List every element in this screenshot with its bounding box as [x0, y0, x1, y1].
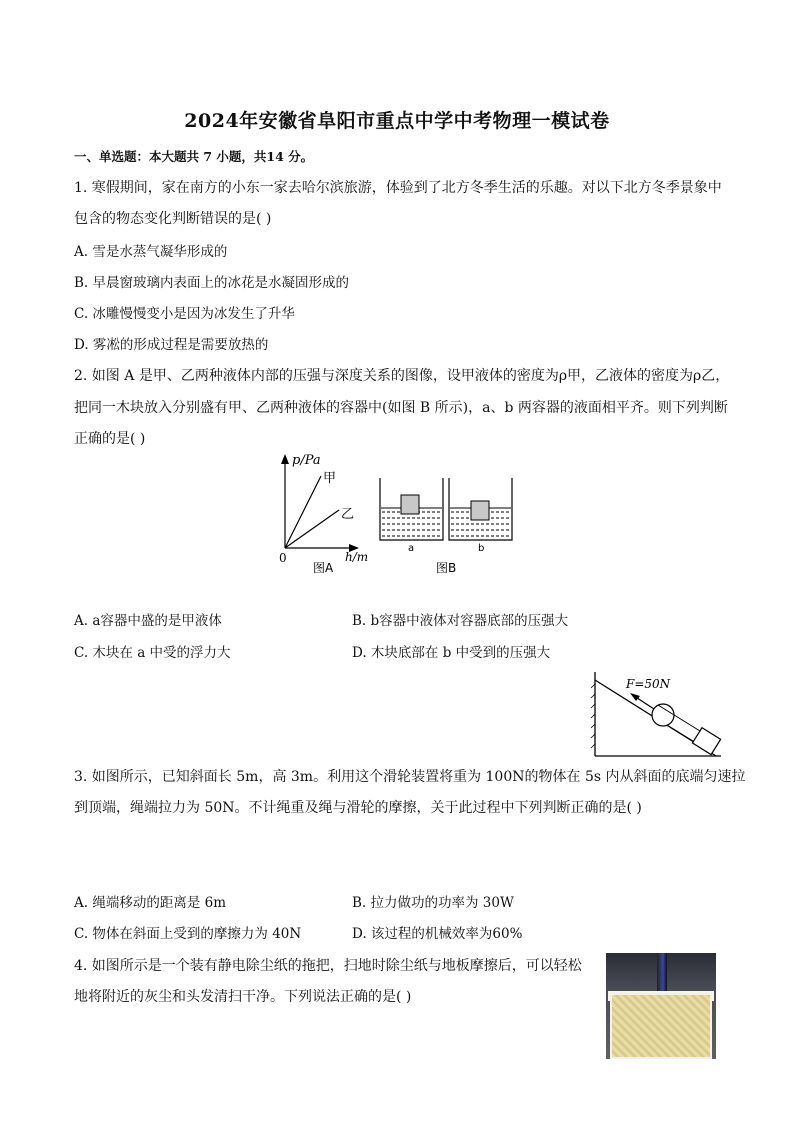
- q1-option-b: B. 早晨窗玻璃内表面上的冰花是水凝固形成的: [74, 275, 350, 291]
- container-a-label: a: [408, 543, 415, 554]
- q3-option-d: D. 该过程的机械效率为60%: [352, 926, 523, 942]
- q4-stem-line-1: 4. 如图所示是一个装有静电除尘纸的拖把，扫地时除尘纸与地板摩擦后，可以轻松: [74, 958, 582, 974]
- block-on-incline: [692, 728, 720, 755]
- q2-option-b: B. b容器中液体对容器底部的压强大: [352, 613, 569, 629]
- mop-handle: [657, 953, 667, 995]
- q2-stem-line-2: 把同一木块放入分别盛有甲、乙两种液体的容器中(如图 B 所示)，a、b 两容器的液面相平齐。则下列判断: [74, 400, 728, 416]
- q4-stem-line-2: 地将附近的灰尘和头发清扫干净。下列说法正确的是( ): [74, 989, 412, 1005]
- q1-stem-line-2: 包含的物态变化判断错误的是( ): [74, 211, 272, 227]
- origin-label: 0: [279, 551, 287, 565]
- q2-stem-line-3: 正确的是( ): [74, 431, 146, 447]
- q2-option-a: A. a容器中盛的是甲液体: [74, 613, 222, 629]
- q1-option-a: A. 雪是水蒸气凝华形成的: [74, 244, 228, 260]
- block-in-a: [401, 495, 419, 514]
- page-title: 2024年安徽省阜阳市重点中学中考物理一模试卷: [184, 110, 610, 132]
- pulley: [652, 704, 674, 726]
- q1-option-c: C. 冰雕慢慢变小是因为冰发生了升华: [74, 306, 295, 322]
- q2-option-c: C. 木块在 a 中受的浮力大: [74, 645, 231, 661]
- q2-figure-b-containers: [380, 478, 512, 575]
- q3-option-b: B. 拉力做功的功率为 30W: [352, 895, 514, 911]
- q2-figure-a-graph: [279, 453, 368, 575]
- q3-option-a: A. 绳端移动的距离是 6m: [74, 895, 227, 911]
- container-b-label: b: [478, 543, 485, 554]
- q1-stem-line-1: 1. 寒假期间，家在南方的小东一家去哈尔滨旅游，体验到了北方冬季生活的乐趣。对以下北方冬季景象中: [74, 180, 722, 196]
- figure-b-caption: 图B: [436, 561, 457, 575]
- figure-a-caption: 图A: [313, 561, 334, 575]
- block-in-b: [471, 501, 489, 520]
- section-heading: 一、单选题：本大题共 7 小题，共14 分。: [74, 149, 314, 164]
- mop-photo: [606, 953, 716, 1059]
- q2-stem-line-1: 2. 如图 A 是甲、乙两种液体内部的压强与深度关系的图像，设甲液体的密度为ρ甲，乙液体的密度为ρ乙，: [74, 368, 730, 384]
- x-axis-label: h/m: [345, 550, 369, 564]
- q3-option-c: C. 物体在斜面上受到的摩擦力为 40N: [74, 926, 302, 942]
- dust-paper-pad: [610, 993, 712, 1059]
- q3-stem-line-2: 到顶端，绳端拉力为 50N。不计绳重及绳与滑轮的摩擦，关于此过程中下列判断正确的是( ): [74, 800, 642, 816]
- q2-figure: [265, 448, 525, 580]
- q3-incline-figure: [590, 670, 724, 760]
- line-jia: [285, 476, 321, 548]
- force-label: F=50N: [626, 677, 671, 691]
- line-jia-label: 甲: [323, 471, 337, 486]
- line-yi: [285, 510, 339, 548]
- line-yi-label: 乙: [341, 507, 355, 522]
- q3-stem-line-1: 3. 如图所示，已知斜面长 5m，高 3m。利用这个滑轮装置将重为 100N的物体在 5s 内从斜面的底端匀速拉: [74, 769, 746, 785]
- y-axis-label: p/Pa: [292, 453, 321, 468]
- q1-option-d: D. 雾凇的形成过程是需要放热的: [74, 337, 269, 353]
- q2-option-d: D. 木块底部在 b 中受到的压强大: [352, 645, 551, 661]
